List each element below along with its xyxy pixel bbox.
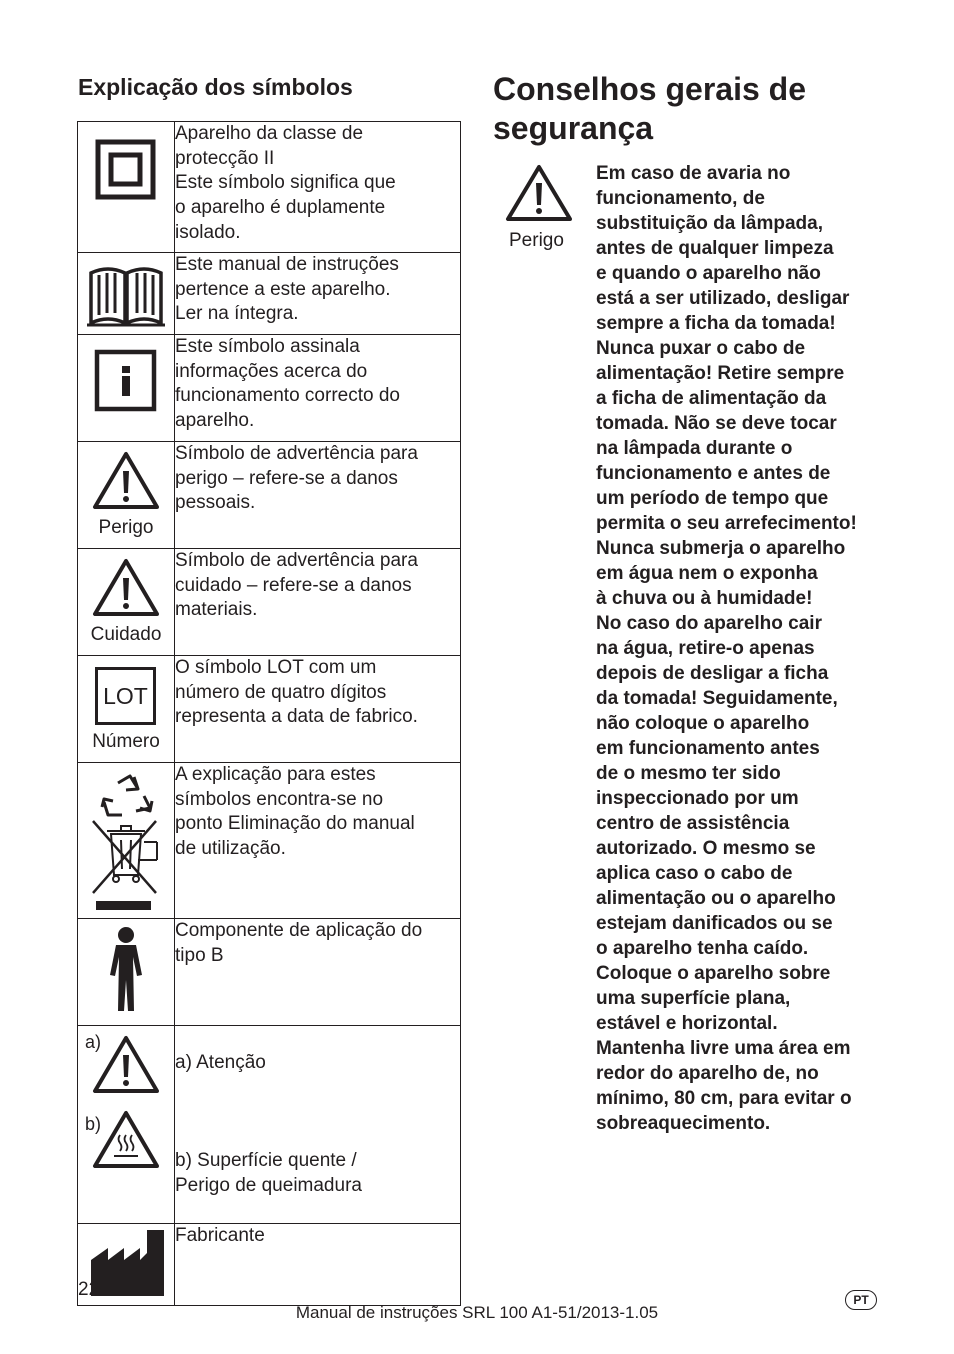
icon-cell [78, 442, 175, 549]
symbol-description: Este símbolo assinala informações acerca do funcionamento correcto do aparelho. [175, 335, 461, 442]
icon-cell [78, 549, 175, 656]
label-b: b) [85, 1114, 102, 1134]
symbol-description: Aparelho da classe de protecção II Este símbolo significa que o aparelho é duplamente isolado. [175, 122, 461, 253]
symbol-description: Componente de aplicação do tipo B [175, 919, 461, 1026]
symbols-table [77, 121, 461, 1306]
symbol-description: Símbolo de advertência para cuidado – refere-se a danos materiais. [175, 549, 461, 656]
warning-description: a) Atenção [175, 1051, 266, 1073]
icon-caption: Número [92, 731, 160, 752]
table-row [78, 763, 461, 919]
info-i-icon [78, 335, 174, 442]
warning-triangle-icon [505, 163, 573, 223]
icon-cell [78, 656, 175, 763]
symbol-description: Este manual de instruções pertence a este aparelho. Ler na íntegra. [175, 253, 461, 335]
table-row [78, 919, 461, 1026]
type-b-body-icon [78, 919, 174, 1026]
footer-manual-reference: Manual de instruções SRL 100 A1-51/2013-1.05 [295, 1303, 659, 1322]
icon-caption: Cuidado [90, 624, 162, 645]
symbol-description: Símbolo de advertência para perigo – refere-se a danos pessoais. [175, 442, 461, 549]
table-row [78, 1224, 461, 1306]
icon-caption: Perigo [98, 517, 154, 538]
warning-triangle-icon [78, 549, 174, 629]
icon-cell [78, 253, 175, 335]
icon-cell [78, 919, 175, 1026]
icon-cell [78, 122, 175, 253]
safety-heading: Conselhos gerais de segurança [493, 71, 806, 146]
safety-warning-text: Em caso de avaria no funcionamento, de substituição da lâmpada, antes de qualquer limpeza e quando o aparelho não está a ser utilizado, desligar sempre a ficha da tomada! Nunca puxar o cabo de alimentação! Retire sempre a ficha de alimentação da tomada. Não se deve tocar na lâmpada durante o funcionamento e antes de um período de tempo que permita o seu arrefecimento! Nunca submerja o aparelho em água nem o exponha à chuva ou à humidade! No caso do aparelho cair na água, retire-o apenas depois de desligar a ficha da tomada! Seguidamente, não coloque o aparelho em funcionamento antes de o mesmo ter sido inspeccionado por um centro de assistência autorizado. O mesmo se aplica caso o cabo de alimentação ou o aparelho estejam danificados ou se o aparelho tenha caído. Coloque o aparelho sobre uma superfície plana, estável e horizontal. Mantenha livre uma área em redor do aparelho de, no mínimo, 80 cm, para evitar o sobreaquecimento. [596, 163, 857, 1134]
icon-cell [78, 763, 175, 919]
table-row [78, 549, 461, 656]
icon-cell [78, 335, 175, 442]
table-row [78, 442, 461, 549]
class-ii-double-square-icon [78, 122, 174, 253]
recycle-and-crossed-bin-icon [78, 763, 174, 919]
table-row [78, 122, 461, 253]
symbols-heading: Explicação dos símbolos [78, 74, 353, 100]
hot-surface-description: b) Superfície quente / Perigo de queimadura [175, 1150, 362, 1196]
symbol-description: O símbolo LOT com um número de quatro dígitos representa a data de fabrico. [175, 656, 461, 763]
symbol-description: Fabricante [175, 1224, 461, 1306]
instruction-manual-book-icon [78, 253, 174, 335]
table-row [78, 1026, 461, 1224]
table-row [78, 335, 461, 442]
table-row [78, 656, 461, 763]
label-a: a) [85, 1032, 102, 1052]
table-row [78, 253, 461, 335]
language-badge: PT [845, 1290, 877, 1310]
symbol-description [175, 1026, 461, 1224]
symbol-description: A explicação para estes símbolos encontra-se no ponto Eliminação do manual de utilização. [175, 763, 461, 919]
page-number: 22 [78, 1279, 100, 1300]
warning-triangle-icon [78, 442, 174, 522]
safety-icon-caption: Perigo [509, 230, 564, 251]
icon-cell [78, 1026, 175, 1224]
lot-box-icon: LOT [95, 667, 156, 725]
